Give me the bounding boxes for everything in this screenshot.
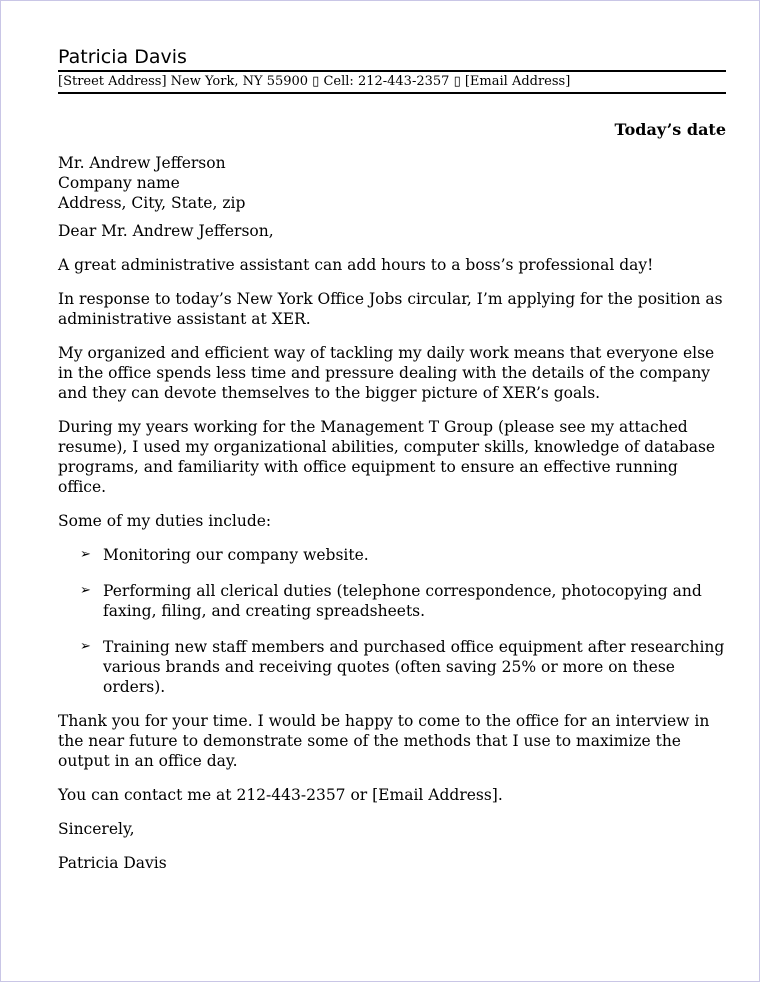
recipient-block	[58, 153, 726, 213]
sender-name: Patricia Davis	[58, 46, 187, 68]
sender-contact-line: [Street Address] New York, NY 55900 ▯ Cell: 212-443-2357 ▯ [Email Address]	[58, 74, 571, 89]
salutation: Dear Mr. Andrew Jefferson,	[58, 222, 274, 240]
paragraph-thanks: Thank you for your time. I would be happy to come to the office for an interview in the near future to demonstrate some of the methods that I use to maximize the output in an office day.	[58, 712, 710, 770]
letter-body	[58, 45, 726, 873]
arrow-bullet-icon: ➢	[80, 583, 91, 598]
duty-text: Monitoring our company website.	[103, 546, 369, 564]
arrow-bullet-icon: ➢	[80, 547, 91, 562]
duty-text: Training new staff members and purchased office equipment after researching various brands and receiving quotes (often saving 25% or more on these orders).	[103, 638, 725, 696]
recipient-name: Mr. Andrew Jefferson	[58, 154, 226, 172]
paragraph-position: In response to today’s New York Office Jobs circular, I’m applying for the position as administrative assistant at XER.	[58, 290, 723, 328]
header-rule-bottom	[58, 92, 726, 94]
paragraph-organization: My organized and efficient way of tackling my daily work means that everyone else in the office spends less time and pressure dealing with the details of the company and they can devote themselves to the bigger picture of XER’s goals.	[58, 344, 715, 402]
signature-name: Patricia Davis	[58, 854, 167, 872]
list-item	[58, 637, 726, 697]
list-item	[58, 545, 726, 565]
recipient-address: Address, City, State, zip	[58, 194, 246, 212]
letter-date: Today’s date	[614, 120, 726, 139]
signoff: Sincerely,	[58, 820, 135, 838]
recipient-company: Company name	[58, 174, 180, 192]
duties-list	[58, 545, 726, 697]
paragraph-duties-intro: Some of my duties include:	[58, 512, 272, 530]
list-item	[58, 581, 726, 621]
paragraph-contact: You can contact me at 212-443-2357 or [Email Address].	[58, 786, 503, 804]
paragraph-opening: A great administrative assistant can add hours to a boss’s professional day!	[58, 256, 654, 274]
duty-text: Performing all clerical duties (telephone correspondence, photocopying and faxing, filing, and creating spreadsheets.	[103, 582, 702, 620]
arrow-bullet-icon: ➢	[80, 639, 91, 654]
paragraph-experience: During my years working for the Management T Group (please see my attached resume), I used my organizational abilities, computer skills, knowledge of database programs, and familiarity with office equipment to ensure an effective running office.	[58, 418, 716, 496]
